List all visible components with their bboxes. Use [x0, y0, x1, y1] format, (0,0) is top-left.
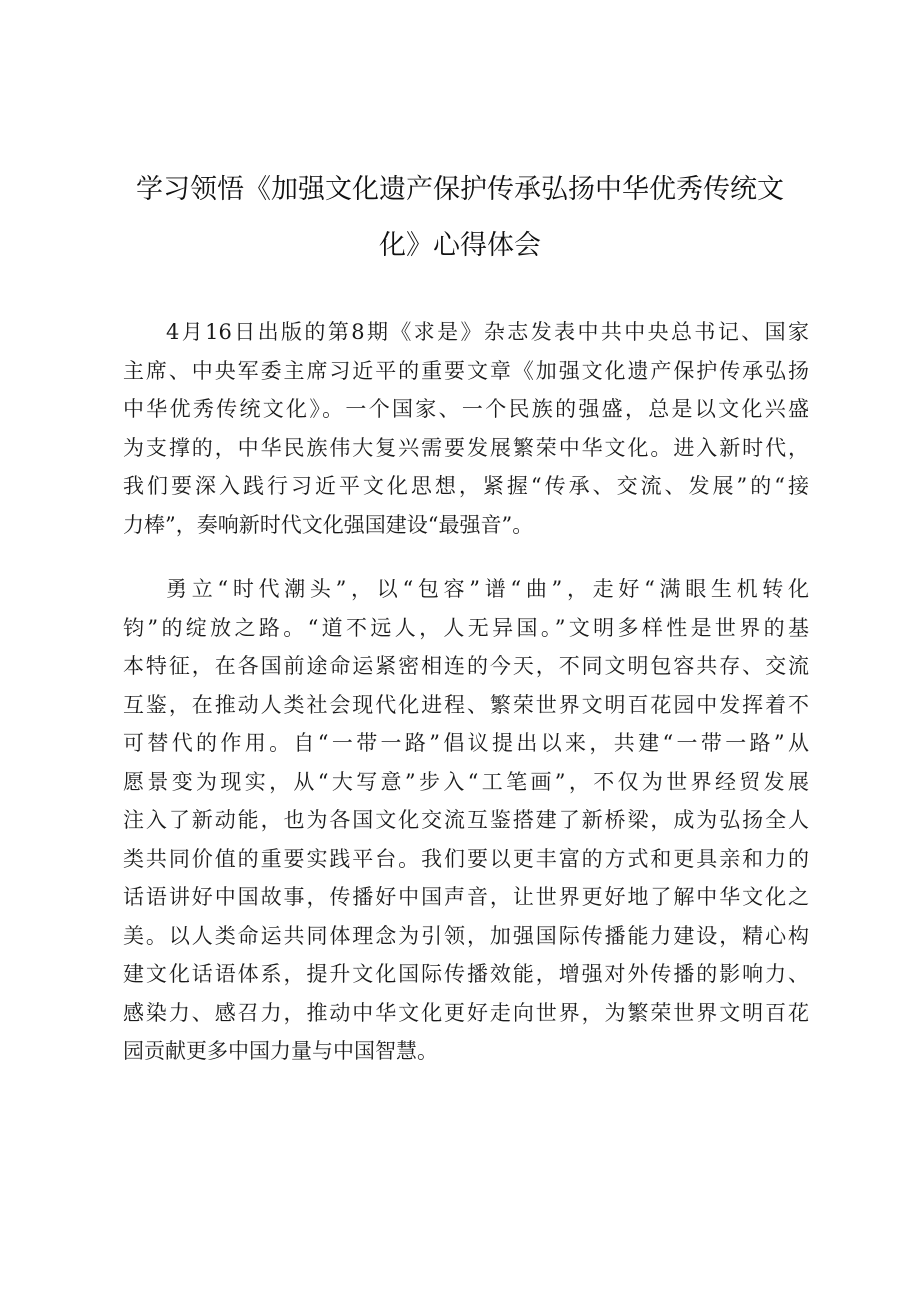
title-line-2: 化》心得体会 — [379, 230, 541, 261]
paragraph-line: 建文化话语体系，提升文化国际传播效能，增强对外传播的影响力、 — [123, 962, 809, 986]
paragraph-line: 类共同价值的重要实践平台。我们要以更丰富的方式和更具亲和力的 — [123, 846, 809, 871]
paragraph-line: 为支撑的，中华民族伟大复兴需要发展繁荣中华文化。进入新时代， — [123, 435, 809, 460]
document-title — [110, 162, 810, 274]
paragraph-line: 主席、中央军委主席习近平的重要文章《加强文化遗产保护传承弘扬 — [123, 358, 809, 383]
paragraph-line: 我们要深入践行习近平文化思想，紧握“传承、交流、发展”的“接 — [123, 474, 809, 498]
paragraph-1 — [123, 313, 809, 544]
paragraph-line: 注入了新动能，也为各国文化交流互鉴搭建了新桥梁，成为弘扬全人 — [123, 808, 809, 832]
paragraph-line: 可替代的作用。自“一带一路”倡议提出以来，共建“一带一路”从 — [123, 731, 809, 755]
paragraph-line: 园贡献更多中国力量与中国智慧。 — [123, 1039, 438, 1063]
paragraph-line: 愿景变为现实，从“大写意”步入“工笔画”，不仅为世界经贸发展 — [123, 769, 809, 794]
paragraph-line: 4月16日出版的第8期《求是》杂志发表中共中央总书记、国家 — [166, 320, 809, 344]
paragraph-line: 中华优秀传统文化》。一个国家、一个民族的强盛，总是以文化兴盛 — [123, 397, 809, 421]
paragraph-line: 互鉴，在推动人类社会现代化进程、繁荣世界文明百花园中发挥着不 — [123, 692, 809, 717]
paragraph-line: 话语讲好中国故事，传播好中国声音，让世界更好地了解中华文化之 — [123, 885, 809, 909]
paragraph-2 — [123, 570, 809, 1071]
title-line-1: 学习领悟《加强文化遗产保护传承弘扬中华优秀传统文 — [136, 174, 784, 205]
paragraph-line: 美。以人类命运共同体理念为引领，加强国际传播能力建设，精心构 — [123, 923, 809, 948]
paragraph-line: 力棒”，奏响新时代文化强国建设“最强音”。 — [123, 512, 534, 537]
paragraph-line: 感染力、感召力，推动中华文化更好走向世界，为繁荣世界文明百花 — [123, 1000, 809, 1025]
paragraph-line: 本特征，在各国前途命运紧密相连的今天，不同文明包容共存、交流 — [123, 654, 809, 678]
paragraph-line: 勇立“时代潮头”，以“包容”谱“曲”，走好“满眼生机转化 — [166, 577, 809, 601]
paragraph-line: 钧”的绽放之路。“道不远人，人无异国。”文明多样性是世界的基 — [123, 615, 809, 640]
